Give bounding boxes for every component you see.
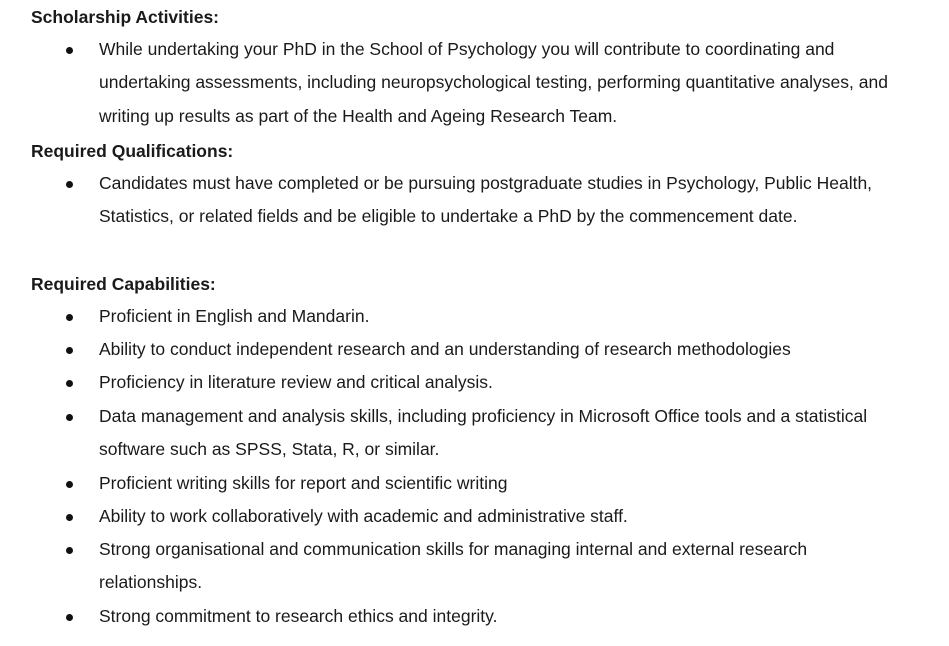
bullet-icon — [64, 312, 74, 322]
bullet-icon — [64, 612, 74, 622]
bullet-icon — [64, 45, 74, 55]
list-item-text: Candidates must have completed or be pursuing postgraduate studies in Psychology, Public Health, Statistics, or related fields and be eligible to undertake a PhD by the commencement date. — [99, 173, 873, 227]
section-heading-required-capabilities: Required Capabilities: — [31, 274, 216, 294]
bullet-icon — [64, 412, 74, 422]
list-item-text: Strong commitment to research ethics and integrity. — [99, 606, 498, 626]
bullet-icon — [64, 479, 74, 489]
bullet-icon — [64, 179, 74, 189]
list-item-text: Proficiency in literature review and critical analysis. — [99, 372, 493, 392]
bullet-icon — [64, 345, 74, 355]
list-item-text: Ability to work collaboratively with academic and administrative staff. — [99, 506, 628, 526]
bullet-icon — [64, 545, 74, 555]
bullet-icon — [64, 378, 74, 388]
list-item-text: Proficient writing skills for report and scientific writing — [99, 473, 508, 493]
list-item-text: Data management and analysis skills, including proficiency in Microsoft Office tools and a statistical software such as SPSS, Stata, R, or similar. — [99, 406, 868, 460]
list-item-text: Strong organisational and communication skills for managing internal and external research relationships. — [99, 539, 808, 593]
list-item-text: Proficient in English and Mandarin. — [99, 306, 370, 326]
list-item-text: While undertaking your PhD in the School of Psychology you will contribute to coordinating and undertaking assessments, including neuropsychological testing, performing quantitative analyses, and writing up results as part of the Health and Ageing Research Team. — [99, 39, 888, 126]
section-heading-required-qualifications: Required Qualifications: — [31, 141, 234, 161]
section-heading-scholarship-activities: Scholarship Activities: — [31, 7, 220, 27]
list-item-text: Ability to conduct independent research and an understanding of research methodologies — [99, 339, 791, 359]
bullet-icon — [64, 512, 74, 522]
